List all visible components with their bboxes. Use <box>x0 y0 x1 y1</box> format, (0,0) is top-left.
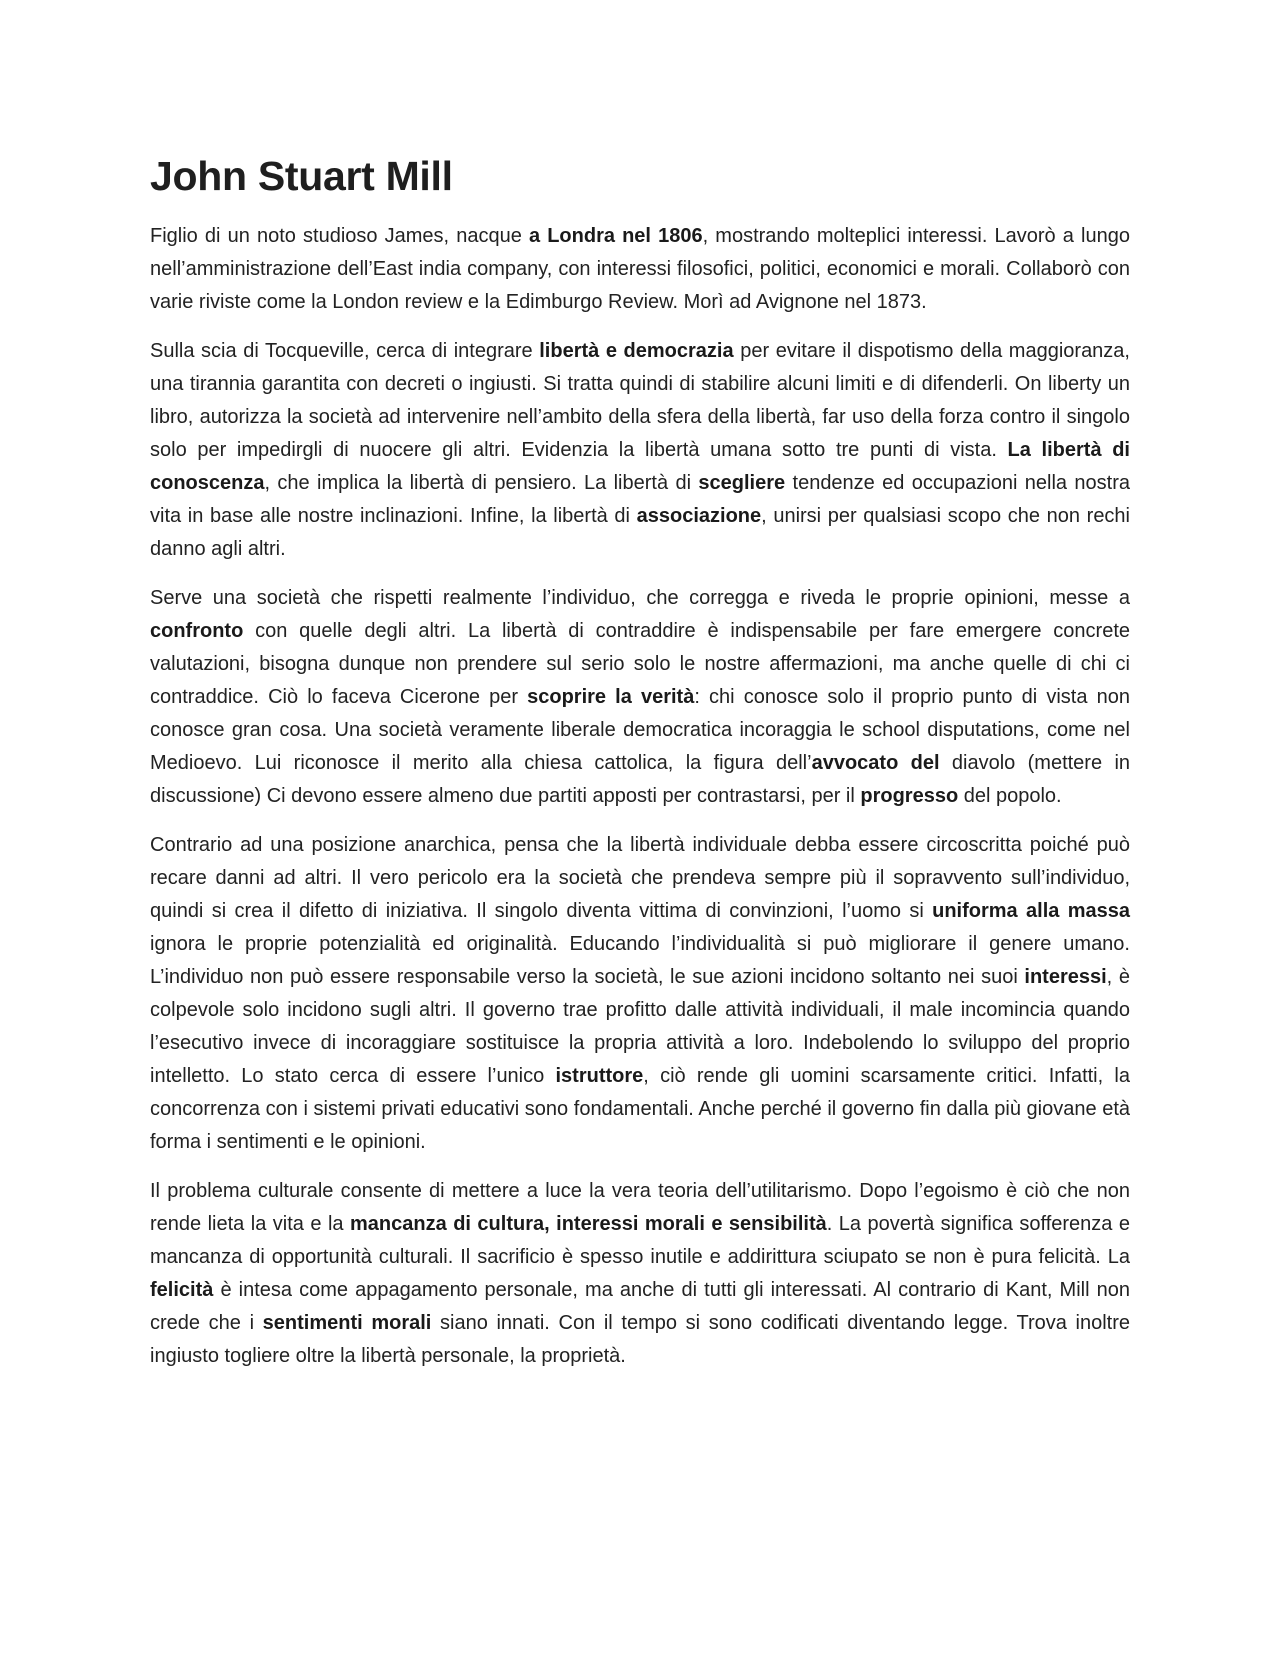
bold-phrase: sentimenti morali <box>262 1312 432 1334</box>
text-run: del popolo. <box>958 785 1062 807</box>
bold-phrase: confronto <box>150 620 244 642</box>
text-run: , è colpevole solo incidono sugli altri. Il governo trae profitto dalle attività individuali, il male incomincia quando l’esecutivo invece di incoraggiare sostituisce la propria attività a loro. Indebolendo lo sviluppo del proprio intelletto. Lo stato cerca di essere l’unico <box>150 966 1130 1087</box>
bold-phrase: mancanza di cultura, interessi morali e sensibilità <box>350 1213 827 1235</box>
bold-phrase: scoprire la verità <box>527 686 695 708</box>
paragraph-3 <box>150 582 1130 813</box>
text-run: Contrario ad una posizione anarchica, pensa che la libertà individuale debba essere circoscritta poiché può recare danni ad altri. Il vero pericolo era la società che prendeva sempre più il sopravvento sull’individuo, quindi si crea il difetto di iniziativa. Il singolo diventa vittima di convinzioni, l’uomo si <box>150 834 1130 922</box>
bold-phrase: progresso <box>860 785 959 807</box>
text-run: tendenze ed occupazioni nella nostra vita in base alle nostre inclinazioni. Infine, la libertà di <box>150 472 1130 527</box>
text-run: è intesa come appagamento personale, ma anche di tutti gli interessati. Al contrario di Kant, Mill non crede che i <box>150 1279 1130 1334</box>
bold-phrase: a Londra nel 1806 <box>528 225 703 247</box>
text-run: diavolo (mettere in discussione) Ci devono essere almeno due partiti apposti per contrastarsi, per il <box>150 752 1131 807</box>
text-run: Serve una società che rispetti realmente l’individuo, che corregga e riveda le proprie opinioni, messe a <box>150 587 1130 609</box>
bold-phrase: La libertà di conoscenza <box>150 439 1130 494</box>
document-page <box>150 150 1130 1389</box>
paragraph-1 <box>150 220 1130 319</box>
bold-phrase: avvocato del <box>811 752 940 774</box>
bold-phrase: felicità <box>150 1279 214 1301</box>
text-run: : chi conosce solo il proprio punto di vista non conosce gran cosa. Una società veramente liberale democratica incoraggia le school disputations, come nel Medioevo. Lui riconosce il merito alla chiesa cattolica, la figura dell’ <box>150 686 1130 774</box>
bold-phrase: associazione <box>636 505 762 527</box>
text-run: Sulla scia di Tocqueville, cerca di integrare <box>150 340 540 362</box>
text-run: Il problema culturale consente di mettere a luce la vera teoria dell’utilitarismo. Dopo l’egoismo è ciò che non rende lieta la vita e la <box>150 1180 1130 1235</box>
text-run: , mostrando molteplici interessi. Lavorò a lungo nell’amministrazione dell’East india company, con interessi filosofici, politici, economici e morali. Collaborò con varie riviste come la London review e la Edimburgo Review. Morì ad Avignone nel 1873. <box>150 225 1130 313</box>
text-run: per evitare il dispotismo della maggioranza, una tirannia garantita con decreti o ingiusti. Si tratta quindi di stabilire alcuni limiti e di difenderli. On liberty un libro, autorizza la società ad intervenire nell’ambito della sfera della libertà, far uso della forza contro il singolo solo per impedirgli di nuocere gli altri. Evidenzia la libertà umana sotto tre punti di vista. <box>150 340 1130 461</box>
bold-phrase: libertà e democrazia <box>539 340 734 362</box>
bold-phrase: interessi <box>1024 966 1107 988</box>
paragraph-2 <box>150 335 1130 566</box>
text-run: ignora le proprie potenzialità ed originalità. Educando l’individualità si può migliorare il genere umano. L’individuo non può essere responsabile verso la società, le sue azioni incidono soltanto nei suoi <box>150 933 1130 988</box>
bold-phrase: uniforma alla massa <box>932 900 1130 922</box>
page-title: John Stuart Mill <box>150 153 453 199</box>
paragraph-4 <box>150 829 1130 1159</box>
paragraph-5 <box>150 1175 1130 1373</box>
text-run: , ciò rende gli uomini scarsamente critici. Infatti, la concorrenza con i sistemi privati educativi sono fondamentali. Anche perché il governo fin dalla più giovane età forma i sentimenti e le opinioni. <box>150 1065 1130 1153</box>
text-run: Figlio di un noto studioso James, nacque <box>150 225 529 247</box>
text-run: siano innati. Con il tempo si sono codificati diventando legge. Trova inoltre ingiusto togliere oltre la libertà personale, la proprietà. <box>150 1312 1130 1367</box>
text-run: . La povertà significa sofferenza e mancanza di opportunità culturali. Il sacrificio è spesso inutile e addirittura sciupato se non è pura felicità. La <box>150 1213 1130 1268</box>
text-run: , unirsi per qualsiasi scopo che non rechi danno agli altri. <box>150 505 1131 560</box>
bold-phrase: scegliere <box>698 472 786 494</box>
document-body <box>150 220 1130 1373</box>
text-run: con quelle degli altri. La libertà di contraddire è indispensabile per fare emergere concrete valutazioni, bisogna dunque non prendere sul serio solo le nostre affermazioni, ma anche quelle di chi ci contraddice. Ciò lo faceva Cicerone per <box>150 620 1130 708</box>
bold-phrase: istruttore <box>555 1065 644 1087</box>
text-run: , che implica la libertà di pensiero. La libertà di <box>264 472 699 494</box>
